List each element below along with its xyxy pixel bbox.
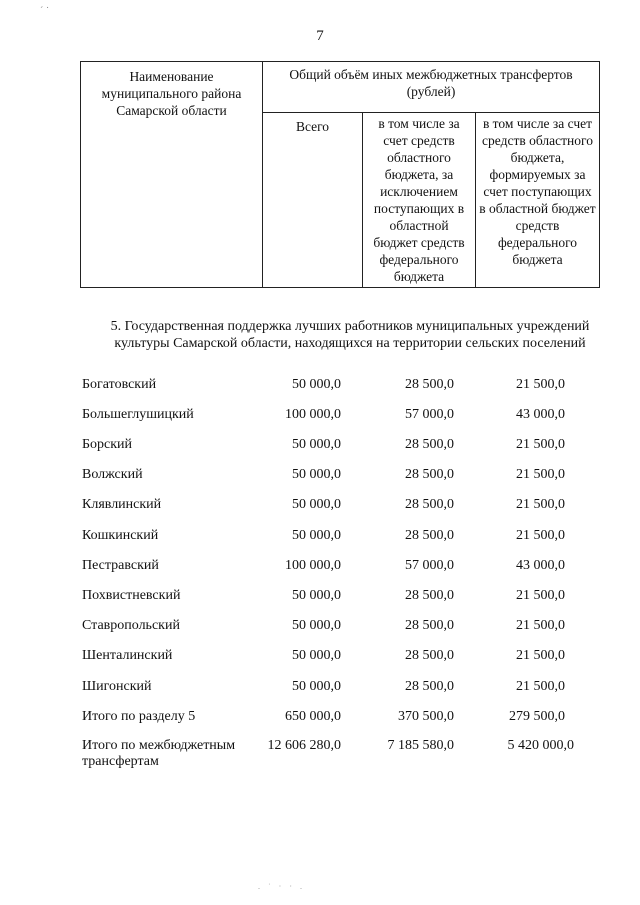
- section-total-label: Итого по разделу 5: [82, 709, 196, 724]
- scan-artifact: . ˙ · · .: [258, 882, 305, 891]
- total-value: 50 000,0: [292, 467, 341, 482]
- total-value: 50 000,0: [292, 377, 341, 392]
- district-name: Ставропольский: [82, 618, 180, 633]
- grand-total-value: 12 606 280,0: [267, 738, 341, 753]
- total-value: 50 000,0: [292, 588, 341, 603]
- header-total-volume: Общий объём иных межбюджетных трансфертов (рублей): [263, 62, 600, 113]
- total-value: 100 000,0: [285, 558, 341, 573]
- section-regional-value: 370 500,0: [398, 709, 454, 724]
- section-total-value: 650 000,0: [285, 709, 341, 724]
- table-row: [0, 618, 640, 640]
- federal-value: 43 000,0: [516, 407, 565, 422]
- table-row: [0, 588, 640, 610]
- federal-value: 21 500,0: [516, 437, 565, 452]
- regional-value: 28 500,0: [405, 437, 454, 452]
- page-number: 7: [316, 28, 324, 44]
- regional-value: 28 500,0: [405, 618, 454, 633]
- district-name: Шигонский: [82, 679, 152, 694]
- district-name: Волжский: [82, 467, 143, 482]
- grand-federal-value: 5 420 000,0: [507, 738, 574, 753]
- federal-value: 21 500,0: [516, 588, 565, 603]
- district-name: Шенталинский: [82, 648, 173, 663]
- table-row: [0, 407, 640, 429]
- federal-value: 21 500,0: [516, 497, 565, 512]
- district-name: Клявлинский: [82, 497, 162, 512]
- table-row: [0, 497, 640, 519]
- grand-total-row: [0, 738, 640, 772]
- total-value: 50 000,0: [292, 497, 341, 512]
- table-row: [0, 558, 640, 580]
- table-row: [0, 467, 640, 489]
- total-value: 50 000,0: [292, 437, 341, 452]
- header-sub-federal: в том числе за счет средств областного бюджета, формируемых за счет поступающих в областной бюджет средств федерального бюджета: [476, 113, 600, 288]
- federal-value: 21 500,0: [516, 618, 565, 633]
- regional-value: 57 000,0: [405, 407, 454, 422]
- district-name: Кошкинский: [82, 528, 159, 543]
- regional-value: 28 500,0: [405, 528, 454, 543]
- table-row: [0, 679, 640, 701]
- scan-mark: ´ ˙: [40, 6, 50, 17]
- federal-value: 21 500,0: [516, 528, 565, 543]
- section-federal-value: 279 500,0: [509, 709, 565, 724]
- federal-value: 21 500,0: [516, 467, 565, 482]
- regional-value: 28 500,0: [405, 679, 454, 694]
- regional-value: 28 500,0: [405, 467, 454, 482]
- table-row: [0, 528, 640, 550]
- regional-value: 28 500,0: [405, 648, 454, 663]
- table-row: [0, 377, 640, 399]
- table-row: [0, 648, 640, 670]
- regional-value: 57 000,0: [405, 558, 454, 573]
- section-total-row: [0, 709, 640, 731]
- total-value: 50 000,0: [292, 648, 341, 663]
- total-value: 50 000,0: [292, 679, 341, 694]
- federal-value: 21 500,0: [516, 377, 565, 392]
- district-name: Борский: [82, 437, 133, 452]
- regional-value: 28 500,0: [405, 497, 454, 512]
- grand-total-label: Итого по межбюджетным трансфертам: [82, 738, 236, 769]
- table-row: [0, 437, 640, 459]
- regional-value: 28 500,0: [405, 588, 454, 603]
- total-value: 50 000,0: [292, 618, 341, 633]
- regional-value: 28 500,0: [405, 377, 454, 392]
- district-name: Пестравский: [82, 558, 159, 573]
- header-sub-total: Всего: [263, 113, 363, 288]
- federal-value: 21 500,0: [516, 679, 565, 694]
- total-value: 100 000,0: [285, 407, 341, 422]
- district-name: Похвистневский: [82, 588, 181, 603]
- header-sub-regional: в том числе за счет средств областного бюджета, за исключением поступающих в областной бюджет средств федерального бюджета: [363, 113, 476, 288]
- grand-regional-value: 7 185 580,0: [387, 738, 454, 753]
- total-value: 50 000,0: [292, 528, 341, 543]
- federal-value: 43 000,0: [516, 558, 565, 573]
- district-name: Большеглушицкий: [82, 407, 194, 422]
- section-title: 5. Государственная поддержка лучших работников муниципальных учреждений культуры Самарской области, находящихся на территории сельских поселений: [110, 319, 590, 351]
- district-name: Богатовский: [82, 377, 157, 392]
- header-municipal-district: Наименование муниципального района Самарской области: [81, 62, 263, 288]
- federal-value: 21 500,0: [516, 648, 565, 663]
